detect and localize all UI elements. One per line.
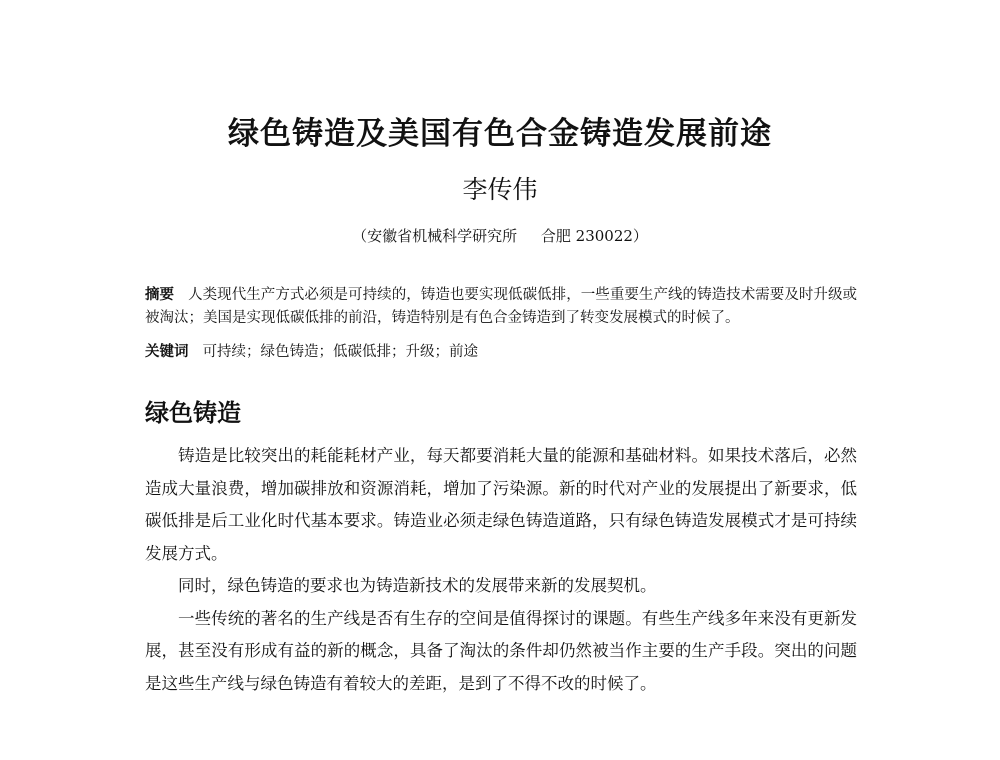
abstract-text: 人类现代生产方式必须是可持续的，铸造也要实现低碳低排，一些重要生产线的铸造技术需要及时升级或被淘汰；美国是实现低碳低排的前沿，铸造特别是有色合金铸造到了转变发展模式的时候了。 — [145, 287, 858, 326]
section-body — [145, 440, 857, 700]
author-affiliation: （安徽省机械科学研究所 合肥 230022） — [352, 227, 648, 245]
keywords — [145, 340, 857, 364]
body-paragraph: 铸造是比较突出的耗能耗材产业，每天都要消耗大量的能源和基础材料。如果技术落后，必然造成大量浪费，增加碳排放和资源消耗，增加了污染源。新的时代对产业的发展提出了新要求，低碳低排是后工业化时代基本要求。铸造业必须走绿色铸造道路，只有绿色铸造发展模式才是可持续发展方式。 — [145, 446, 857, 563]
abstract-label: 摘要 — [145, 286, 175, 303]
body-paragraph: 一些传统的著名的生产线是否有生存的空间是值得探讨的课题。有些生产线多年来没有更新发展，甚至没有形成有益的新的概念，具备了淘汰的条件却仍然被当作主要的生产手段。突出的问题是这些生产线与绿色铸造有着较大的差距，是到了不得不改的时候了。 — [145, 608, 857, 693]
section-heading: 绿色铸造 — [145, 398, 241, 427]
abstract — [145, 283, 857, 330]
paper-title: 绿色铸造及美国有色合金铸造发展前途 — [228, 116, 772, 152]
keywords-label: 关键词 — [145, 343, 189, 360]
keywords-text: 可持续；绿色铸造；低碳低排；升级；前途 — [202, 344, 478, 360]
body-paragraph: 同时，绿色铸造的要求也为铸造新技术的发展带来新的发展契机。 — [178, 576, 657, 595]
author-name: 李传伟 — [462, 175, 538, 204]
